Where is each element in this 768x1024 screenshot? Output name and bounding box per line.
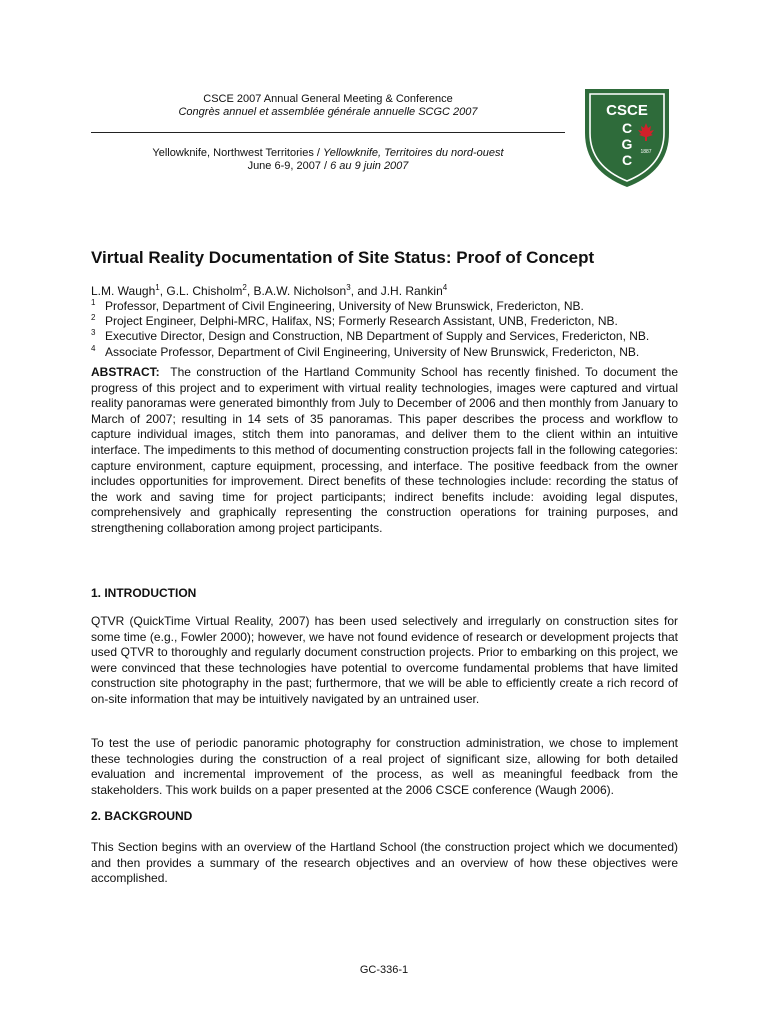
abstract: [91, 365, 678, 537]
logo-line-1: CSCE: [606, 102, 648, 119]
logo-line-3: G: [621, 136, 633, 152]
author-name: B.A.W. Nicholson: [253, 284, 347, 298]
location-en: Yellowknife, Northwest Territories: [152, 147, 314, 159]
logo-year: 1887: [640, 149, 652, 155]
author-name: G.L. Chisholm: [166, 284, 243, 298]
affiliation-item: $^3$ Executive Director, Design and Construction, NB Department of Supply and Services, Fredericton, NB.: [91, 328, 650, 344]
logo-line-4: C: [621, 152, 633, 168]
conference-location: [90, 147, 566, 173]
author-superscript: 2: [242, 283, 247, 292]
author-name: J.H. Rankin: [380, 284, 443, 298]
page-number: GC-336-1: [359, 964, 409, 976]
affiliation-list: [91, 299, 649, 360]
introduction-paragraph-1: QTVR (QuickTime Virtual Reality, 2007) has been used selectively and irregularly on construction sites for some time (e.g., Fowler 2000); however, we have not found evidence of research or development projects that used QTVR to thoroughly and regularly document construction projects. Prior to embarking on this project, we were convinced that these technologies have potential to overcome fundamental problems that have limited construction site photography in the past; furthermore, that we will be able to efficiently create a rich record of on-site information that may be intuitively navigated by an untrained user.: [91, 614, 678, 706]
date-fr: 6 au 9 juin 2007: [330, 160, 409, 172]
affiliation-item: $^4$ Associate Professor, Department of Civil Engineering, University of New Brunswick, Fredericton, NB.: [91, 343, 640, 359]
date-en: June 6-9, 2007: [247, 160, 321, 172]
abstract-text: The construction of the Hartland Community School has recently finished. To document the progress of this project and to experiment with virtual reality technologies, images were captured and virtual reality panoramas were generated bimonthly from July to December of 2006 and then monthly from January to March of 2007; resulting in 14 sets of 35 panoramas. This paper describes the process and workflow to capture individual images, stitch them into panoramas, and deliver them to the client within an intuitive interface. The impediments to this method of documenting construction projects fall in the following categories: capture environment, capture equipment, processing, and interface. The positive feedback from the owner includes opportunities for improvement. Direct benefits of these technologies include: recording the status of the work and saving time for project participants; indirect benefits include: avoiding legal disputes, comprehensively and graphically representing the construction operations for training purposes, and strengthening collaboration among project participants.: [91, 365, 679, 535]
location-separator: /: [313, 147, 323, 159]
section-heading-background: 2. BACKGROUND: [91, 809, 193, 823]
header-divider: [91, 132, 565, 133]
conference-name-fr: Congrès annuel et assemblée générale annuelle SCGC 2007: [178, 106, 478, 118]
date-separator: /: [320, 160, 331, 172]
introduction-paragraph-2: To test the use of periodic panoramic photography for construction administration, we chose to implement these technologies during the construction of a real project of significant size, allowing for both detailed evaluation and incremental improvement of the process, as well as meaningful feedback from the stakeholders. This work builds on a paper presented at the 2006 CSCE conference (Waugh 2006).: [91, 736, 678, 797]
affiliation-item: $^1$ Professor, Department of Civil Engineering, University of New Brunswick, Fredericton, NB.: [91, 298, 584, 313]
logo-line-2: C: [621, 120, 633, 136]
author-superscript: 3: [346, 283, 351, 292]
author-superscript: 4: [442, 283, 448, 292]
affiliation-item: $^2$ Project Engineer, Delphi-MRC, Halifax, NS; Formerly Research Assistant, UNB, Fredericton, NB.: [91, 313, 618, 329]
location-fr: Yellowknife, Territoires du nord-ouest: [323, 147, 504, 159]
background-paragraph-1: This Section begins with an overview of the Hartland School (the construction project which we documented) and then provides a summary of the research objectives and an overview of how these objectives were accomplished.: [91, 840, 678, 886]
csce-shield-logo: [582, 85, 672, 190]
conference-header: [90, 93, 566, 119]
abstract-label: ABSTRACT:: [91, 365, 160, 379]
author-name: L.M. Waugh: [91, 284, 156, 298]
author-superscript: 1: [155, 283, 160, 292]
paper-title: Virtual Reality Documentation of Site Status: Proof of Concept: [91, 248, 595, 267]
section-heading-introduction: 1. INTRODUCTION: [91, 586, 197, 600]
author-list: L.M. Waugh$^1$, G.L. Chisholm$^2$, B.A.W. Nicholson$^3$, and J.H. Rankin$^4$: [91, 283, 448, 298]
conference-name-en: CSCE 2007 Annual General Meeting & Conference: [203, 93, 453, 105]
